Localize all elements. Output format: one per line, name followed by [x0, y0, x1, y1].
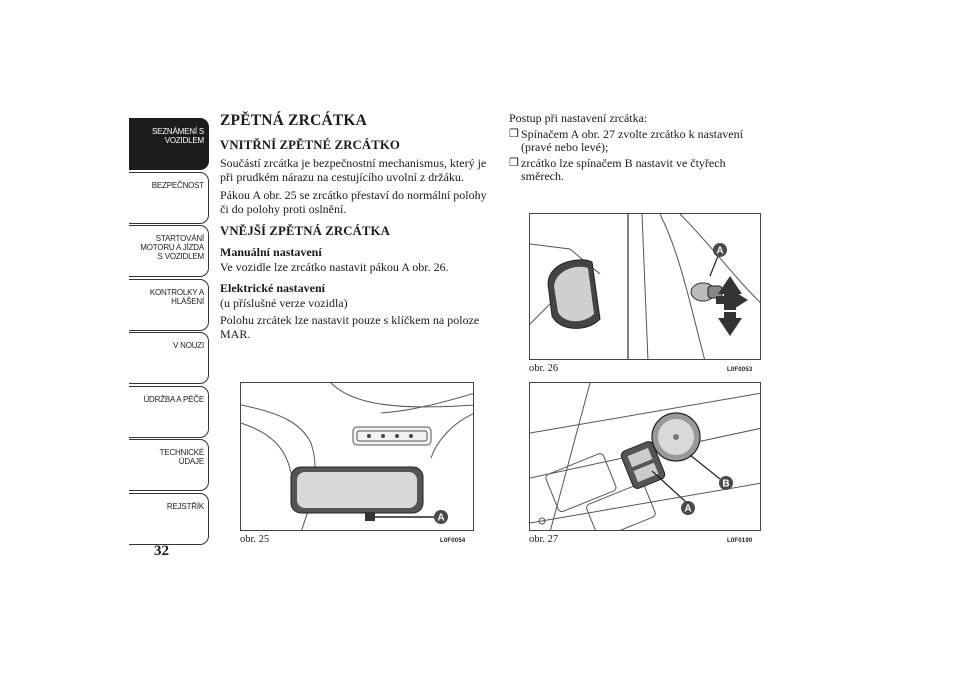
outer-mirrors-heading: VNĚJŠÍ ZPĚTNÁ ZRCÁTKA	[220, 224, 390, 238]
sidebar-tab-label	[128, 288, 204, 306]
sidebar-tab-label-line: HLÁŠENÍ	[171, 296, 204, 306]
sidebar-tab-label-line: ÚDAJE	[178, 457, 204, 466]
electric-adjust-heading: Elektrické nastavení	[220, 280, 325, 295]
callout-a-label: A	[684, 503, 692, 515]
sidebar-tab-label	[128, 181, 204, 190]
inner-mirror-heading: VNITŘNÍ ZPĚTNÉ ZRCÁTKO	[220, 138, 400, 152]
chapter-sidebar	[129, 118, 211, 546]
sidebar-tab-label-line: TECHNICKÉ	[159, 448, 204, 457]
manual-adjust-paragraph: Ve vozidle lze zrcátko nastavit pákou A obr. 26.	[220, 260, 449, 274]
sidebar-tab-label-line: SEZNÁMENÍ S	[151, 127, 204, 136]
electric-adjust-paragraph: Polohu zrcátek lze nastavit pouze s klíčkem na poloze MAR.	[220, 313, 480, 341]
sidebar-tab-label	[128, 341, 204, 350]
sidebar-tab-label	[128, 502, 204, 511]
checkbox-bullet-icon: ❒	[509, 156, 519, 169]
sidebar-tab-label	[128, 234, 204, 261]
sidebar-tab-label-line: STARTOVÁNÍ	[155, 234, 204, 243]
callout-b-label: B	[722, 478, 730, 490]
sidebar-tab[interactable]	[129, 172, 209, 224]
sidebar-tab[interactable]	[129, 439, 209, 491]
figure-26-caption: obr. 26	[529, 363, 559, 374]
procedure-step-text: zrcátko lze spínačem B nastavit ve čtyřech směrech.	[521, 155, 726, 183]
right-column	[509, 112, 769, 186]
figure-25-code: L0F0054	[440, 538, 466, 544]
procedure-intro: Postup při nastavení zrcátka:	[509, 111, 648, 125]
sidebar-tab-label-line: ÚDRŽBA A PÉČE	[143, 394, 204, 404]
procedure-step-text: Spínačem A obr. 27 zvolte zrcátko k nastavení (pravé nebo levé);	[521, 126, 743, 154]
checkbox-bullet-icon: ❒	[509, 127, 519, 140]
sidebar-tab-label-line: S VOZIDLEM	[157, 252, 204, 261]
figure-25-caption: obr. 25	[240, 534, 270, 545]
figure-27-caption: obr. 27	[529, 534, 559, 545]
procedure-step-1	[509, 128, 769, 155]
callout-a-label: A	[716, 245, 724, 257]
sidebar-tab[interactable]	[129, 225, 209, 277]
inner-mirror-paragraph-1: Součástí zrcátka je bezpečnostní mechanismus, který je při prudkém nárazu na cestujícího uvolní z držáku.	[220, 156, 487, 184]
sidebar-tab-label-line: BEZPEČNOST	[151, 180, 204, 190]
callout-a-label: A	[437, 512, 445, 524]
manual-adjust-heading: Manuální nastavení	[220, 245, 322, 259]
sidebar-tab-label	[128, 127, 204, 145]
exterior-mirror-illustration	[530, 214, 761, 360]
figure-27-code: L0F0190	[727, 538, 753, 544]
figure-25-interior-mirror	[240, 382, 474, 531]
sidebar-tab-label	[128, 395, 204, 404]
sidebar-tab[interactable]	[129, 279, 209, 331]
sidebar-tab[interactable]	[129, 118, 209, 170]
page-number: 32	[154, 543, 169, 559]
procedure-step-2	[509, 157, 769, 184]
sidebar-tab-label-line: KONTROLKY A	[149, 287, 204, 297]
sidebar-tab-label-line: REJSTŘÍK	[166, 501, 204, 511]
sidebar-tab-label-line: V NOUZI	[172, 341, 204, 350]
sidebar-tab[interactable]	[129, 493, 209, 545]
section-title: ZPĚTNÁ ZRCÁTKA	[220, 112, 368, 129]
sidebar-tab-label-line: VOZIDLEM	[164, 136, 204, 145]
figure-27-mirror-switches	[529, 382, 761, 531]
figure-26-exterior-mirror	[529, 213, 761, 360]
electric-adjust-note: (u příslušné verze vozidla)	[220, 295, 348, 310]
sidebar-tab[interactable]	[129, 386, 209, 438]
left-column	[220, 112, 495, 346]
sidebar-tab-label-line: MOTORU A JÍZDA	[140, 243, 204, 252]
sidebar-tab-label	[128, 448, 204, 466]
figure-26-code: L0F0053	[727, 367, 753, 373]
mirror-switch-illustration	[530, 383, 761, 531]
inner-mirror-paragraph-2: Pákou A obr. 25 se zrcátko přestaví do normální polohy či do polohy proti oslnění.	[220, 188, 487, 216]
interior-mirror-illustration	[241, 383, 474, 531]
sidebar-tab[interactable]	[129, 332, 209, 384]
